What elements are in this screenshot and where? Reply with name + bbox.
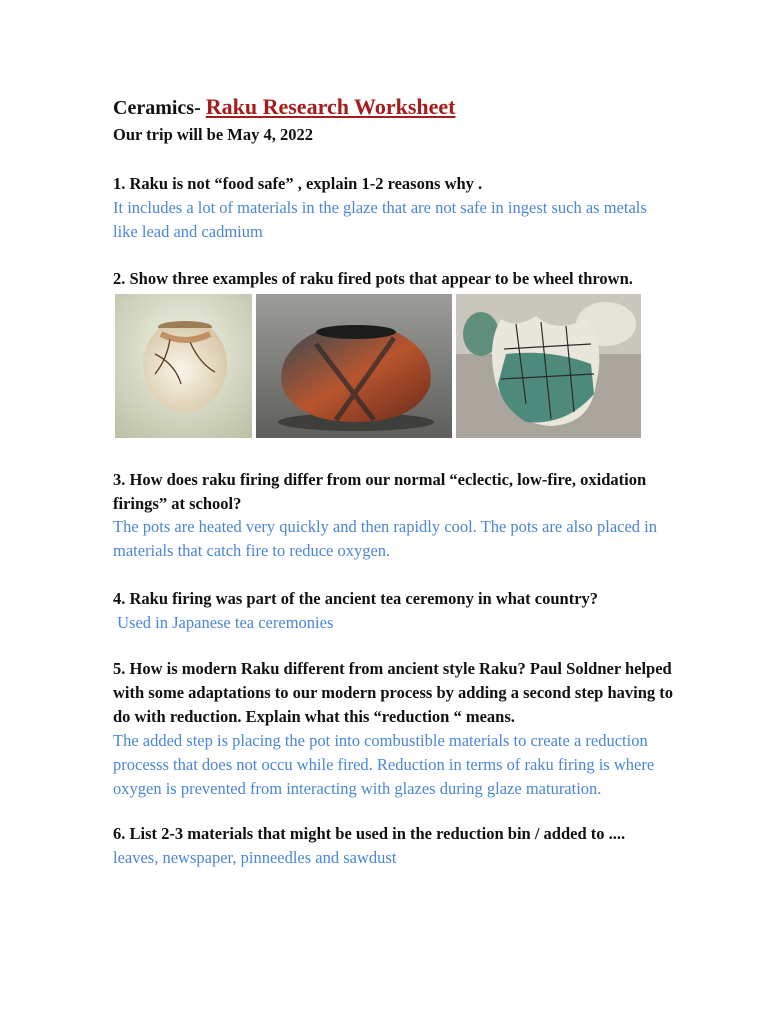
title-prefix: Ceramics- [113,97,201,119]
pot-photo-1 [115,294,252,438]
question-1: 1. Raku is not “food safe” , explain 1-2 reasons why . [113,174,483,193]
answer-1: It includes a lot of materials in the glaze that are not safe in ingest such as metals like lead and cadmium [113,198,647,241]
worksheet-title [113,94,455,120]
title-link[interactable]: Raku Research Worksheet [205,94,456,119]
pot-photo-2 [256,294,452,438]
answer-3: The pots are heated very quickly and then rapidly cool. The pots are also placed in materials that catch fire to reduce oxygen. [113,517,658,560]
question-6: 6. List 2-3 materials that might be used in the reduction bin / added to .... [113,824,626,843]
pot-photo-3 [456,294,641,438]
trip-date: Our trip will be May 4, 2022 [113,125,313,144]
question-4: 4. Raku firing was part of the ancient tea ceremony in what country? [113,589,599,608]
question-5: 5. How is modern Raku different from ancient style Raku? Paul Soldner helped with some adaptations to our modern process by adding a second step having to do with reduction. Explain what this “reduction “ means. [113,659,674,726]
question-3: 3. How does raku firing differ from our normal “eclectic, low-fire, oxidation firings” at school? [113,470,647,513]
answer-6: leaves, newspaper, pinneedles and sawdust [113,848,397,867]
question-2: 2. Show three examples of raku fired pots that appear to be wheel thrown. [113,269,633,288]
answer-4: Used in Japanese tea ceremonies [113,613,334,632]
answer-5: The added step is placing the pot into combustible materials to create a reduction processs that does not occu while fired. Reduction in terms of raku firing is where oxygen is prevented from interacting with glazes during glaze maturation. [113,731,655,798]
